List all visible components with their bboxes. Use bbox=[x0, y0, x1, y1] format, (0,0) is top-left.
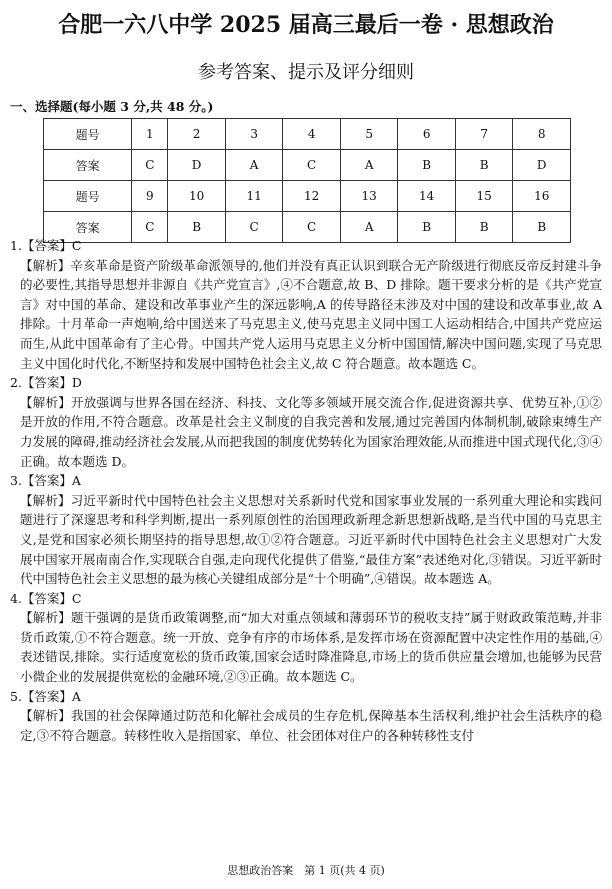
section-heading: 一、选择题(每小题 3 分,共 48 分。) bbox=[10, 99, 214, 114]
table-cell: B bbox=[398, 212, 456, 243]
table-cell: B bbox=[513, 212, 571, 243]
question-answer: 5.【答案】A bbox=[10, 688, 81, 704]
table-cell: 3 bbox=[225, 119, 283, 150]
table-cell: A bbox=[225, 150, 283, 181]
table-cell: B bbox=[398, 150, 456, 181]
table-cell: C bbox=[283, 212, 341, 243]
question-explanation: 【解析】开放强调与世界各国在经济、科技、文化等多领域开展交流合作,促进资源共享、优势互补,①②是开放的作用,不符合题意。改革是社会主义制度的自我完善和发展,通过完善国内体制机制,破除束缚生产力发展的障碍,推动经济社会发展,从而把我国的制度优势转化为国家治理效能,从而推进中国式现代化,③④正确。故本题选 D。 bbox=[20, 394, 602, 469]
question-explanation: 【解析】题干强调的是货币政策调整,而“加大对重点领域和薄弱环节的税收支持”属于财政政策范畴,并非货币政策,①不符合题意。统一开放、竞争有序的市场体系,是发挥市场在资源配置中决定性作用的基础,④表述错误,排除。实行适度宽松的货币政策,国家会适时降准降息,市场上的货币供应量会增加,也能够为民营小微企业的发展提供宽松的金融环境,②③正确。故本题选 C。 bbox=[20, 610, 602, 685]
table-cell: C bbox=[283, 150, 341, 181]
question-answer: 1.【答案】C bbox=[10, 238, 82, 253]
page-title: 合肥一六八中学 2025 届高三最后一卷 · 思想政治 bbox=[58, 12, 554, 38]
table-row bbox=[44, 119, 571, 150]
question-answer: 4.【答案】C bbox=[10, 590, 82, 606]
table-cell: 7 bbox=[455, 119, 513, 150]
question-answer: 2.【答案】D bbox=[10, 375, 82, 391]
question-explanation: 【解析】辛亥革命是资产阶级革命派领导的,他们并没有真正认识到联合无产阶级进行彻底反帝反封建斗争的必要性,其指导思想并非源自《共产党宣言》,④不合题意,故 B、D 排除。题干要求分析的是《共产党宣言》对中国的革命、建设和改革事业产生的深远影响,A 的传导路径未涉及对中国的建设和改革事业,故 A 排除。十月革命一声炮响,给中国送来了马克思主义,使马克思主义同中国工人运动相结合,中国共产党应运而生,从此中国革命有了主心骨。中国共产党人运用马克思主义分析中国国情,解决中国问题,实现了马克思主义中国化时代化,不断坚持和发展中国特色社会主义,故 C 符合题意。故本题选 C。 bbox=[20, 257, 602, 371]
explanations bbox=[10, 236, 602, 745]
table-cell: 16 bbox=[513, 181, 571, 212]
question-item bbox=[10, 373, 602, 471]
table-cell: 4 bbox=[283, 119, 341, 150]
table-cell: 8 bbox=[513, 119, 571, 150]
question-explanation: 【解析】习近平新时代中国特色社会主义思想对关系新时代党和国家事业发展的一系列重大理论和实践问题进行了深邃思考和科学判断,提出一系列原创性的治国理政新理念新思想新战略,是当代中国的马克思主义,是党和国家必须长期坚持的指导思想,故①②符合题意。习近平新时代中国特色社会主义思想对广大发展中国家开展南南合作,实现联合自强,走向现代化提供了借鉴,“最佳方案”表述绝对化,③错误。习近平新时代中国特色社会主义思想的最为核心关键组成部分是“十个明确”,④错误。故本题选 A。 bbox=[20, 492, 602, 587]
table-cell: A bbox=[340, 150, 398, 181]
table-row-header: 题号 bbox=[44, 119, 132, 150]
table-cell: B bbox=[168, 212, 226, 243]
table-row bbox=[44, 181, 571, 212]
table-cell: 11 bbox=[225, 181, 283, 212]
page-footer: 思想政治答案 第 1 页(共 4 页) bbox=[227, 864, 385, 877]
page-subtitle: 参考答案、提示及评分细则 bbox=[198, 62, 414, 83]
question-item bbox=[10, 589, 602, 687]
question-item bbox=[10, 236, 602, 373]
table-cell: A bbox=[340, 212, 398, 243]
question-explanation: 【解析】我国的社会保障通过防范和化解社会成员的生存危机,保障基本生活权利,维护社会生活秩序的稳定,③不符合题意。转移性收入是指国家、单位、社会团体对住户的各种转移性支付 bbox=[20, 708, 602, 743]
table-cell: 15 bbox=[455, 181, 513, 212]
table-cell: 6 bbox=[398, 119, 456, 150]
table-cell: C bbox=[132, 150, 168, 181]
table-cell: C bbox=[225, 212, 283, 243]
table-cell: 14 bbox=[398, 181, 456, 212]
table-cell: 2 bbox=[168, 119, 226, 150]
table-cell: B bbox=[455, 212, 513, 243]
table-row-header: 题号 bbox=[44, 181, 132, 212]
table-cell: D bbox=[168, 150, 226, 181]
table-cell: 10 bbox=[168, 181, 226, 212]
table-row-header: 答案 bbox=[44, 212, 132, 243]
table-cell: 12 bbox=[283, 181, 341, 212]
table-row bbox=[44, 150, 571, 181]
question-item bbox=[10, 471, 602, 589]
table-cell: 9 bbox=[132, 181, 168, 212]
table-row-header: 答案 bbox=[44, 150, 132, 181]
table-cell: B bbox=[455, 150, 513, 181]
table-cell: 5 bbox=[340, 119, 398, 150]
question-answer: 3.【答案】A bbox=[10, 473, 81, 489]
answer-table bbox=[43, 118, 571, 243]
table-cell: 1 bbox=[132, 119, 168, 150]
table-cell: C bbox=[132, 212, 168, 243]
question-item bbox=[10, 687, 602, 746]
table-cell: 13 bbox=[340, 181, 398, 212]
table-cell: D bbox=[513, 150, 571, 181]
